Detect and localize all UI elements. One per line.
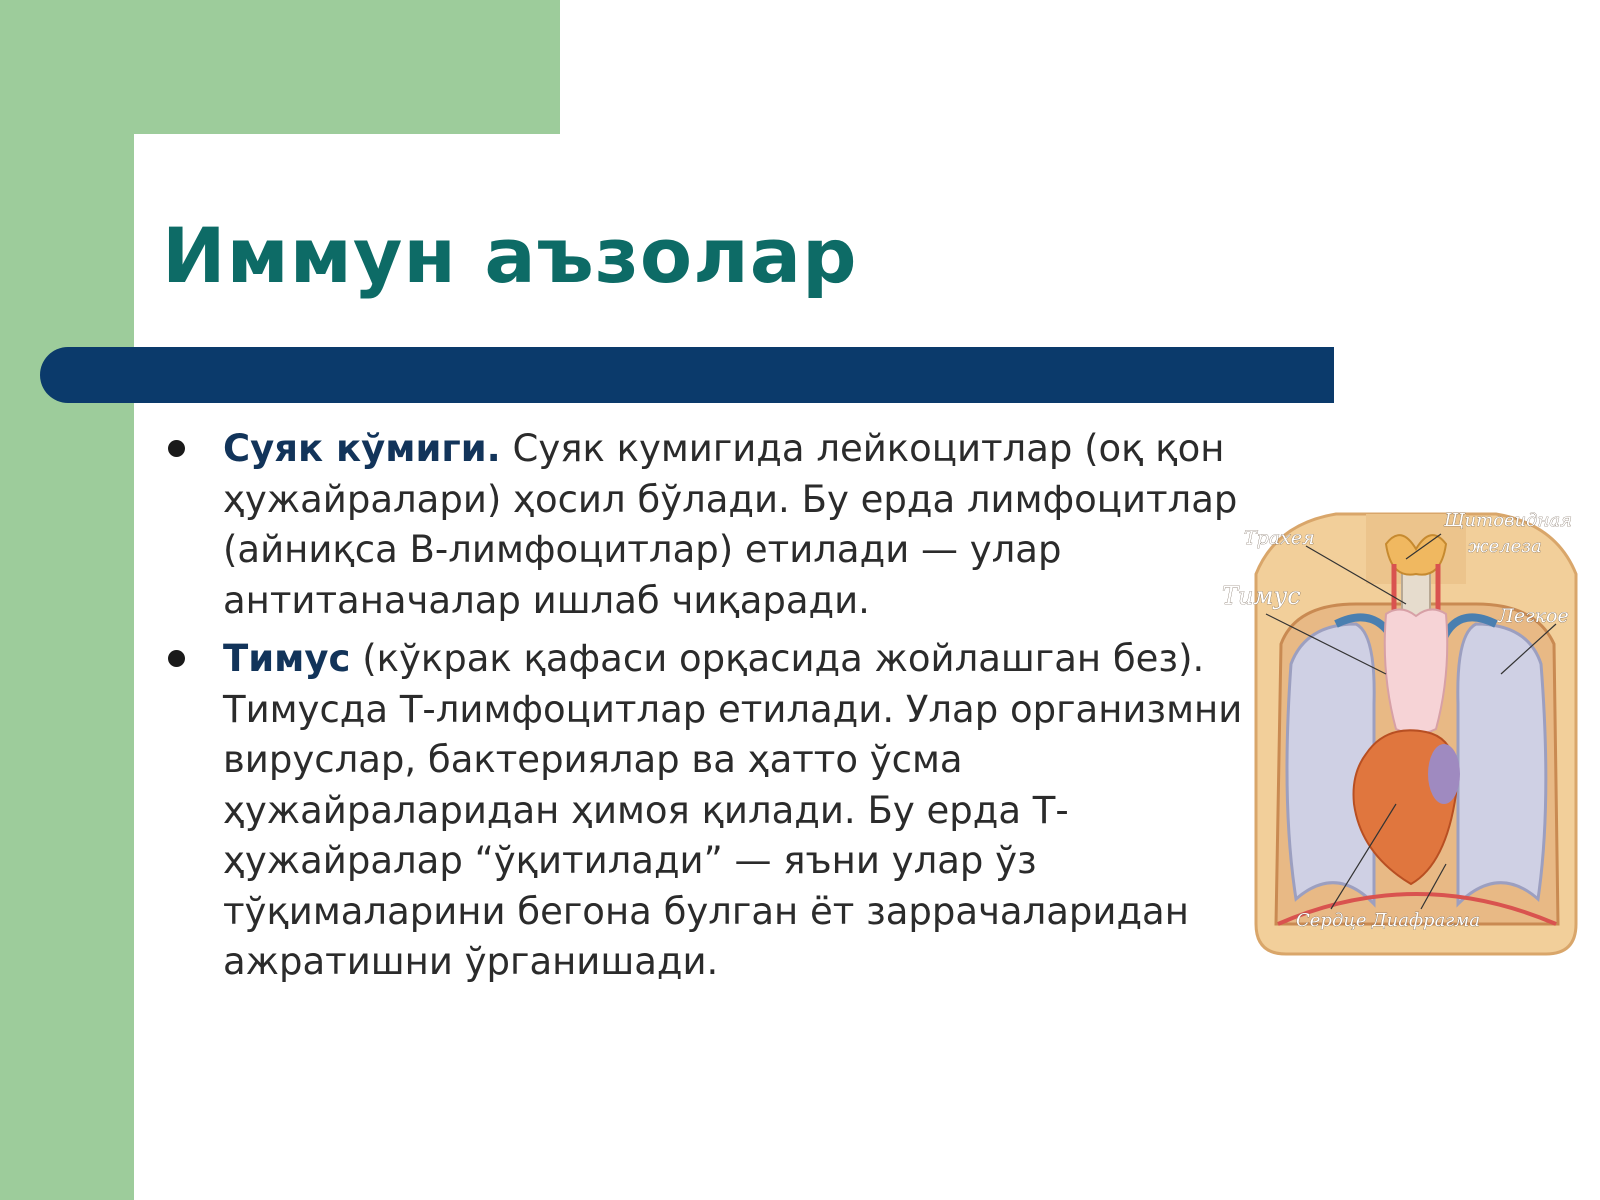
background-green-left xyxy=(0,0,134,1200)
label-heart: Сердце xyxy=(1296,910,1367,931)
label-thyroid: Щитовидная xyxy=(1444,510,1573,531)
bullet-dot-icon xyxy=(168,650,185,667)
bullet-term: Тимус xyxy=(223,637,351,680)
thymus-shape xyxy=(1385,609,1448,734)
heart-chamber xyxy=(1428,744,1460,804)
background-green-top xyxy=(0,0,560,134)
bullet-list xyxy=(164,424,1254,996)
bullet-term: Суяк кўмиги. xyxy=(223,427,501,470)
label-thymus: Тимус xyxy=(1222,582,1301,610)
label-thyroid-gland: железа xyxy=(1468,536,1542,557)
label-diaphragm: Диафрагма xyxy=(1372,910,1481,931)
bullet-text: (кўкрак қафаси орқасида жойлашган без). Тимусда Т-лимфоцитлар етилади. Улар организмни вируслар, бактериялар ва ҳатто ўсма ҳужайраларидан ҳимоя қилади. Бу ерда Т-ҳужайралар “ўқитилади” — яъни улар ўз тўқималарини бегона булган ёт заррачаларидан ажратишни ўрганишади. xyxy=(223,637,1243,983)
lung-right xyxy=(1458,624,1546,904)
title-underline-bar xyxy=(40,347,1334,403)
label-trachea: Трахея xyxy=(1244,527,1315,549)
bullet-thymus xyxy=(164,634,1254,988)
bullet-dot-icon xyxy=(168,440,185,457)
bullet-text: Суяк кумигида лейкоцитлар (оқ қон ҳужайралари) ҳосил бўлади. Бу ерда лимфоцитлар (айниқса B-лимфоцитлар) етилади — улар антитаначалар ишлаб чиқаради. xyxy=(223,427,1238,622)
label-lung: Легкое xyxy=(1498,605,1569,627)
bullet-bone-marrow xyxy=(164,424,1254,626)
slide-title: Иммун аъзолар xyxy=(162,211,858,300)
thymus-anatomy-diagram xyxy=(1222,504,1596,964)
